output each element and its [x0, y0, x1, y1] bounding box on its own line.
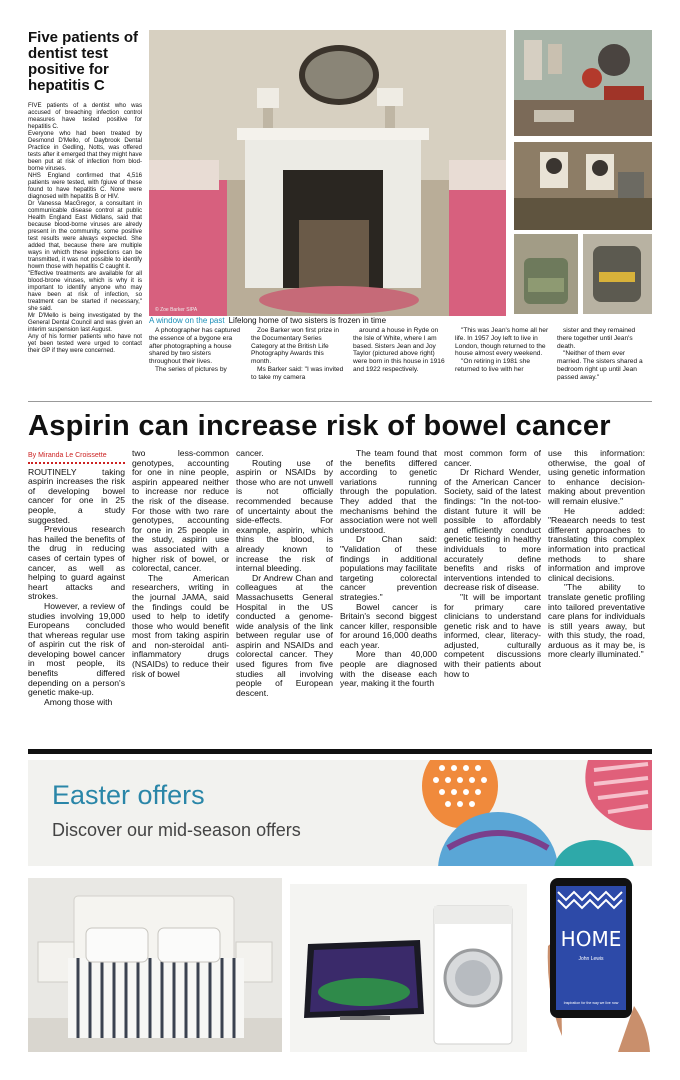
chair-photo [514, 234, 578, 314]
magazine-brand: John Lewis [578, 956, 604, 962]
tv-washing-machine-product[interactable] [290, 884, 527, 1052]
window-paragraph: "This was Jean's home all her life. In 1957 Joy left to live in London, though returned to the house almost every weekend. [455, 327, 549, 358]
dentist-headline: Five patients of dentist test positive for hepatitis C [28, 29, 139, 94]
portraits-photo [514, 142, 652, 230]
aspirin-paragraph: Dr Chan said: "Validation of these findings in additional populations may facilitate targeting colorectal cancer prevention strategies." [340, 534, 437, 602]
aspirin-column [548, 449, 645, 744]
aspirin-paragraph: Previous research has hailed the benefits of the drug in reducing cases of certain types of cancer, as well as helping to guard against heart attacks and strokes. [28, 524, 125, 602]
window-column [455, 327, 549, 382]
aspirin-paragraph: He added: "Reaearch needs to test different approaches to translating this complex information into practical methods to share information and improve clinical decisions. [548, 505, 645, 583]
dentist-story [28, 30, 142, 354]
kitchen-photo [514, 30, 652, 136]
armchair-photo [583, 234, 652, 314]
aspirin-paragraph: The American researchers, writing in the journal JAMA, said the findings could be used to help to idetify those who would benefit most from taking aspirin and non-steroidal anti-inflammatory drugs (NSAIDs) to reduce their risk of bowel [132, 572, 229, 679]
window-column [557, 327, 651, 382]
window-paragraph: The series of pictures by [155, 365, 227, 373]
aspirin-paragraph: Bowel cancer is Britain's second biggest cancer killer, responsible for around 16,000 deaths each year. [340, 601, 437, 650]
dentist-paragraph: NHS England confirmed that 4,516 patients were tested, with fgiuve of these found to have hepatitis C. None were diagnosed with hepatitis B or HIV. [28, 172, 142, 200]
aspirin-column [132, 449, 229, 744]
dentist-paragraph: Mr D'Mello is being investigated by the General Dental Council and was given an interim suspension last August. [28, 312, 142, 333]
easter-eggs-graphic [28, 760, 652, 866]
byline: By Miranda Le Croissette [28, 451, 125, 464]
aspirin-paragraph: "The ability to translate genetic profiling into tailored preventative care plans for individuals is still years away, but with this study, the road, arduous as it may be, is more clearly illuminated." [548, 582, 645, 660]
window-paragraph: Zoe Barker won first prize in the Documentary Series Category at the British Life Photography Awards this month. [251, 327, 340, 366]
aspirin-column [28, 449, 125, 744]
aspirin-column [340, 449, 437, 744]
aspirin-paragraph: More than 40,000 people are diagnosed with the disease each year, making it the fourth [340, 649, 437, 689]
window-column [251, 327, 345, 382]
aspirin-paragraph: two less-common genotypes, accounting for one in nine people, aspirin appeared neither to increase nor reduce the risk of the disease. For those with two rare genotypes, accounting for one in 25 people in the study, aspirin use was associated with a higher risk of bowel, or colorectal, cancer. [132, 449, 229, 574]
aspirin-paragraph: most common form of cancer. [444, 449, 541, 468]
aspirin-paragraph: use this information: otherwise, the goal of using genetic information to enhance decision-making about prevention will remain elusive." [548, 449, 645, 506]
dentist-paragraph: Everyone who had been treated by Desmond D'Mello, of Daybrook Dental Practice in Gedling, Notts, was offered tests after it emerged that they might have been put at risk of infection from blod-borne viruses. [28, 130, 142, 172]
dentist-paragraph: "Effective treatments are available for all blood-brone viruses, which is why it is important to identify anyone who may have been at risk of infection, so treatment can be started if necessary," she said. [28, 270, 142, 312]
aspirin-column [236, 449, 333, 744]
photo-credit: © Zoe Barker SIPA [155, 307, 198, 313]
aspirin-paragraph: Dr Andrew Chan and colleagues at the Massachusetts General Hospital in the US conducted a genome-wide analysis of the link between regular use of aspirin and NSAIDs and colorectal cancer. They used figures from five studies all involving people of European descent. [236, 572, 333, 698]
aspirin-paragraph: However, a review of studies involving 19,000 Europeans concluded that whereas regular use of aspirin cut the risk of developing bowel cancer in most people, its benefits differed depending on a person's genetic make-up. [28, 600, 125, 698]
window-caption [149, 316, 506, 326]
ad-subtitle: Discover our mid-season offers [52, 820, 301, 840]
ad-title: Easter offers [52, 780, 205, 810]
magazine-tagline: Inspiration for the way we live now [563, 1001, 619, 1005]
window-paragraph: sister and they remained there together until Jean's death. [557, 327, 636, 350]
aspirin-paragraph: Routing use of aspirin or NSAIDs by those who are not unwell is not officially recommended because of uncertainty about the side-effects. For example, aspirin, which thins the blood, is already known to increase the risk of internal bleeding. [236, 457, 333, 574]
window-paragraph: "Neither of them ever married. The sisters shared a bedroom right up until Jean passed away." [557, 350, 643, 381]
aspirin-paragraph: The team found that the benefits differed according to genetic variations running through the population. They added that the mechanisms behind the association were not well understood. [340, 449, 437, 535]
aspirin-columns [28, 449, 652, 744]
window-column [353, 327, 447, 382]
bedroom-fireplace-photo [149, 30, 506, 316]
dentist-paragraph: Dr Vanessa MacGregor, a consultant in communicable disease control at public Health England East Midlans, said that because blood-borne viruses are alredy present in the community, some positive test results were always expected. She added that, because there are multiple ways in whicth these inglections can be transmitted, it was not possible to identify howm those with hepatitis C caught it. [28, 200, 142, 270]
easter-ad-banner[interactable] [28, 760, 652, 866]
tablet-home-magazine[interactable] [538, 876, 652, 1052]
window-caption-kicker: A window on the past [149, 316, 225, 325]
dentist-paragraph: FIVE patients of a dentist who was accused of breaching infection control measures have tested positive for hepatitis C. [28, 102, 142, 130]
aspirin-paragraph: "It will be important for primary care clinicians to understand genetic risk and to have informed, clear, literacy-adjusted, culturally competent discussions with their patients about how to [444, 591, 541, 679]
aspirin-paragraph: Among those with [44, 696, 113, 707]
window-paragraph: "On retiring in 1981 she returned to live with her [455, 358, 531, 373]
window-paragraph: Ms Barker said: "I was invited to take my camera [251, 365, 344, 381]
window-column [149, 327, 243, 382]
window-caption-text: Lifelong home of two sisters is frozen in time [228, 316, 387, 325]
window-paragraph: around a house in Ryde on the Isle of White, where I am based. Sisters Jean and Joy Taylor (pictured above right) were born in this house in 1916 and 1922 respectively. [353, 327, 445, 373]
dentist-paragraph: Any of his former patients who have not yet been tested were urged to contact their GP if they were concerned. [28, 333, 142, 354]
window-paragraph: A photographer has captured the essence of a bygone era after photographing a house shared by two sisters throughout their lives. [149, 327, 241, 366]
aspirin-column [444, 449, 541, 744]
window-story-columns [149, 327, 652, 382]
striped-bedding-product[interactable] [28, 878, 282, 1052]
magazine-title: HOME [560, 927, 622, 951]
aspirin-headline: Aspirin can increase risk of bowel cancer [28, 410, 611, 442]
aspirin-paragraph: Dr Richard Wender, of the American Cancer Society, said of the latest findings: "In the not-too-distant future it will be possible to affordably and efficiently conduct genetic testing in healthy individuals to more accurately define benefits and risks of interventions intended to decrease risk of disease. [444, 467, 541, 593]
aspirin-paragraph: cancer. [236, 449, 264, 458]
section-divider [28, 401, 652, 402]
dentist-body [28, 102, 142, 354]
aspirin-paragraph: ROUTINELY taking aspirin increases the risk of developing bowel cancer for one in 25 people, a study suggested. [28, 466, 125, 525]
thick-divider [28, 749, 652, 754]
